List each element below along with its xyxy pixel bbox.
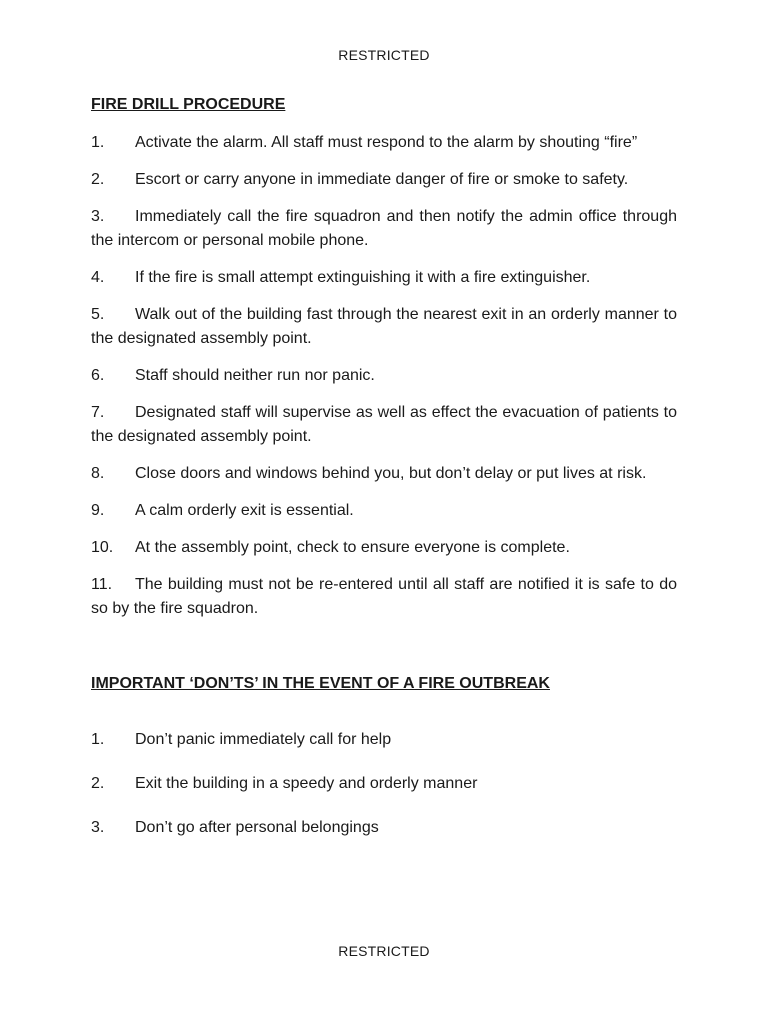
item-text: A calm orderly exit is essential. bbox=[135, 502, 354, 519]
item-text: At the assembly point, check to ensure everyone is complete. bbox=[135, 539, 570, 556]
item-number: 2. bbox=[91, 775, 105, 792]
item-number: 10. bbox=[91, 539, 114, 556]
item-number: 3. bbox=[91, 208, 105, 225]
list-item bbox=[91, 401, 677, 449]
item-number: 11. bbox=[91, 576, 113, 593]
item-text: Exit the building in a speedy and orderly manner bbox=[135, 775, 478, 792]
item-number: 2. bbox=[91, 171, 105, 188]
item-number: 8. bbox=[91, 465, 105, 482]
fire-drill-procedure-heading: FIRE DRILL PROCEDURE bbox=[91, 96, 286, 113]
list-item bbox=[91, 772, 677, 796]
document-body bbox=[91, 95, 677, 836]
item-text: Don’t panic immediately call for help bbox=[135, 731, 392, 748]
item-number: 1. bbox=[91, 134, 105, 151]
item-text: Close doors and windows behind you, but don’t delay or put lives at risk. bbox=[135, 465, 647, 482]
item-number: 6. bbox=[91, 367, 105, 384]
list-item bbox=[91, 816, 677, 840]
item-number: 3. bbox=[91, 819, 105, 836]
item-number: 4. bbox=[91, 269, 105, 286]
item-number: 9. bbox=[91, 502, 105, 519]
list-item bbox=[91, 462, 677, 486]
item-text: The building must not be re-entered until all staff are notified it is safe to do so by the fire squadron. bbox=[91, 576, 677, 617]
list-item bbox=[91, 728, 677, 752]
list-item bbox=[91, 499, 677, 523]
item-number: 1. bbox=[91, 731, 105, 748]
list-item bbox=[91, 205, 677, 253]
donts-heading: IMPORTANT ‘DON’TS’ IN THE EVENT OF A FIRE OUTBREAK bbox=[91, 675, 550, 692]
item-text: Immediately call the fire squadron and then notify the admin office through the intercom or personal mobile phone. bbox=[91, 208, 677, 249]
list-item bbox=[91, 131, 677, 155]
item-text: Escort or carry anyone in immediate danger of fire or smoke to safety. bbox=[135, 171, 629, 188]
item-text: Designated staff will supervise as well as effect the evacuation of patients to the designated assembly point. bbox=[91, 404, 677, 445]
item-text: If the fire is small attempt extinguishing it with a fire extinguisher. bbox=[135, 269, 591, 286]
footer-classification-marking: RESTRICTED bbox=[338, 943, 430, 959]
item-text: Activate the alarm. All staff must respond to the alarm by shouting “fire” bbox=[135, 134, 638, 151]
header-classification-marking: RESTRICTED bbox=[338, 47, 430, 63]
fire-drill-steps-list bbox=[91, 131, 677, 621]
list-item bbox=[91, 573, 677, 621]
item-number: 5. bbox=[91, 306, 105, 323]
list-item bbox=[91, 168, 677, 192]
list-item bbox=[91, 266, 677, 290]
item-text: Staff should neither run nor panic. bbox=[135, 367, 375, 384]
item-text: Don’t go after personal belongings bbox=[135, 819, 379, 836]
list-item bbox=[91, 303, 677, 351]
list-item bbox=[91, 536, 677, 560]
item-number: 7. bbox=[91, 404, 105, 421]
list-item bbox=[91, 364, 677, 388]
item-text: Walk out of the building fast through the nearest exit in an orderly manner to the designated assembly point. bbox=[91, 306, 677, 347]
